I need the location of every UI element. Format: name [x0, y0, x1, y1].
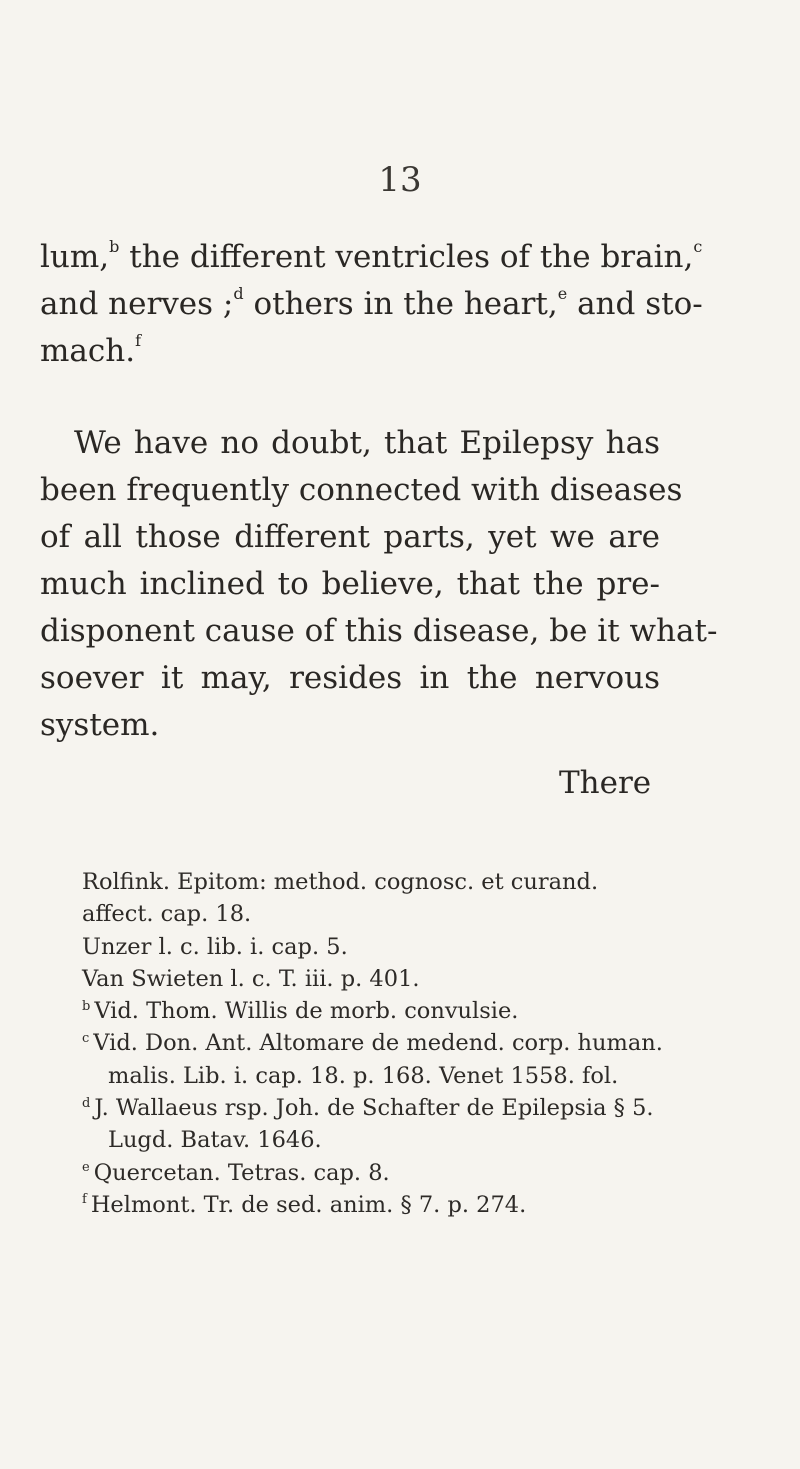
footnote-d: $^d$ J. Wallaeus rsp. Joh. de Schafter de Epilepsia § 5.	[82, 1095, 654, 1122]
footnote-ref-e: e	[557, 283, 568, 303]
body-line-3: mach.$^f$	[40, 330, 141, 369]
footnote-continuation-line: Unzer l. c. lib. i. cap. 5.	[82, 933, 348, 960]
paragraph-line: much inclined to believe, that the pre-	[40, 566, 660, 602]
body-line-2: and nerves ;$^d$ others in the heart,$^e$ and sto-	[40, 283, 703, 322]
main-text	[40, 234, 718, 749]
paragraph-line: We have no doubt, that Epilepsy has	[74, 425, 660, 461]
footnotes	[82, 866, 682, 1221]
footnote-mark: b	[82, 998, 91, 1014]
body-line-1: lum,$^b$ the different ventricles of the brain,$^c$	[40, 236, 703, 275]
footnote-c: $^c$ Vid. Don. Ant. Altomare de medend. corp. human.	[82, 1030, 663, 1057]
footnote-ref-b: b	[109, 236, 120, 256]
footnote-continuation-line: Rolfink. Epitom: method. cognosc. et curand.	[82, 869, 599, 895]
catchword: There	[559, 765, 652, 801]
footnote-mark: d	[82, 1095, 91, 1111]
footnote-ref-c: c	[693, 236, 703, 256]
footnote-continuation-line: affect. cap. 18.	[82, 901, 252, 928]
page-number: 13	[378, 160, 422, 200]
paragraph-line: disponent cause of this disease, be it what-	[40, 613, 718, 649]
footnote-ref-d: d	[233, 283, 244, 303]
footnote-d-line-2: Lugd. Batav. 1646.	[108, 1127, 322, 1154]
footnote-mark: e	[82, 1160, 90, 1176]
footnote-mark: c	[82, 1030, 90, 1046]
paragraph-line: system.	[40, 707, 160, 743]
paragraph-line: of all those different parts, yet we are	[40, 519, 660, 555]
paragraph-line: been frequently connected with diseases	[40, 472, 683, 508]
paragraph-line: soever it may, resides in the nervous	[40, 660, 660, 696]
footnote-e: $^e$ Quercetan. Tetras. cap. 8.	[82, 1159, 390, 1186]
footnote-mark: f	[82, 1192, 87, 1208]
footnote-ref-f: f	[135, 330, 141, 350]
footnote-b: $^b$ Vid. Thom. Willis de morb. convulsie.	[82, 998, 519, 1025]
footnote-f: $^f$ Helmont. Tr. de sed. anim. § 7. p. 274.	[82, 1191, 527, 1218]
footnote-c-line-2: malis. Lib. i. cap. 18. p. 168. Venet 1558. fol.	[108, 1062, 619, 1089]
footnote-continuation-line: Van Swieten l. c. T. iii. p. 401.	[82, 965, 420, 992]
